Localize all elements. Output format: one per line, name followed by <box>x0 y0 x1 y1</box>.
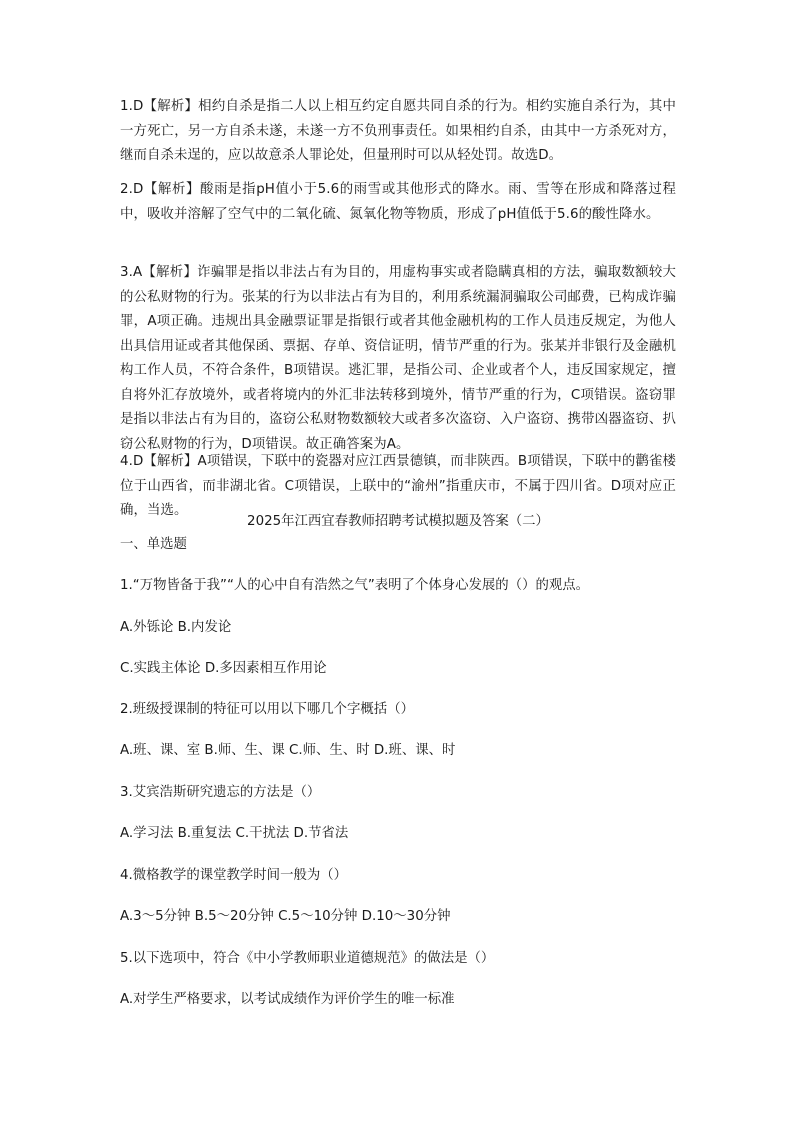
answer-3-explanation: 3.A【解析】诈骗罪是指以非法占有为目的，用虚构事实或者隐瞒真相的方法，骗取数额较大的公私财物的行为。张某的行为以非法占有为目的，利用系统漏洞骗取公司邮费，已构成诈骗罪，A项正确。违规出具金融票证罪是指银行或者其他金融机构的工作人员违反规定，为他人出具信用证或者其他保函、票据、存单、资信证明，情节严重的行为。张某并非银行及金融机构工作人员，不符合条件，B项错误。逃汇罪，是指公司、企业或者个人，违反国家规定，擅自将外汇存放境外，或者将境内的外汇非法转移到境外，情节严重的行为，C项错误。盗窃罪是指以非法占有为目的，盗窃公私财物数额较大或者多次盗窃、入户盗窃、携带凶器盗窃、扒窃公私财物的行为，D项错误。故正确答案为A。 <box>120 265 676 452</box>
question-4-options: A.3～5分钟 B.5～20分钟 C.5～10分钟 D.10～30分钟 <box>120 909 451 924</box>
question-1: 1.“万物皆备于我”“人的心中自有浩然之气”表明了个体身心发展的（）的观点。 <box>120 578 590 593</box>
exam-title: 2025年江西宜春教师招聘考试模拟题及答案（二） <box>247 514 549 529</box>
question-1-options-ab: A.外铄论 B.内发论 <box>120 620 232 635</box>
question-4: 4.微格教学的课堂教学时间一般为（） <box>120 868 348 883</box>
answer-1-explanation: 1.D【解析】相约自杀是指二人以上相互约定自愿共同自杀的行为。相约实施自杀行为，其中一方死亡，另一方自杀未遂，未遂一方不负刑事责任。如果相约自杀，由其中一方杀死对方，继而自杀未逞的，应以故意杀人罪论处，但量刑时可以从轻处罚。故选D。 <box>120 99 676 163</box>
question-3-options: A.学习法 B.重复法 C.干扰法 D.节省法 <box>120 826 349 841</box>
question-2-options: A.班、课、室 B.师、生、课 C.师、生、时 D.班、课、时 <box>120 743 456 758</box>
section-heading: 一、单选题 <box>120 537 187 552</box>
answer-4-explanation: 4.D【解析】A项错误，下联中的瓷器对应江西景德镇，而非陕西。B项错误，下联中的鹳雀楼位于山西省，而非湖北省。C项错误，上联中的“渝州”指重庆市，不属于四川省。D项对应正确，当选。 <box>120 454 676 518</box>
question-2: 2.班级授课制的特征可以用以下哪几个字概括（） <box>120 702 414 717</box>
question-5: 5.以下选项中，符合《中小学教师职业道德规范》的做法是（） <box>120 951 495 966</box>
question-1-options-cd: C.实践主体论 D.多因素相互作用论 <box>120 661 327 676</box>
answer-2-explanation: 2.D【解析】酸雨是指pH值小于5.6的雨雪或其他形式的降水。雨、雪等在形成和降落过程中，吸收并溶解了空气中的二氧化硫、氮氧化物等物质，形成了pH值低于5.6的酸性降水。 <box>120 182 676 222</box>
question-5-option-a: A.对学生严格要求，以考试成绩作为评价学生的唯一标准 <box>120 992 455 1007</box>
question-3: 3.艾宾浩斯研究遗忘的方法是（） <box>120 785 321 800</box>
